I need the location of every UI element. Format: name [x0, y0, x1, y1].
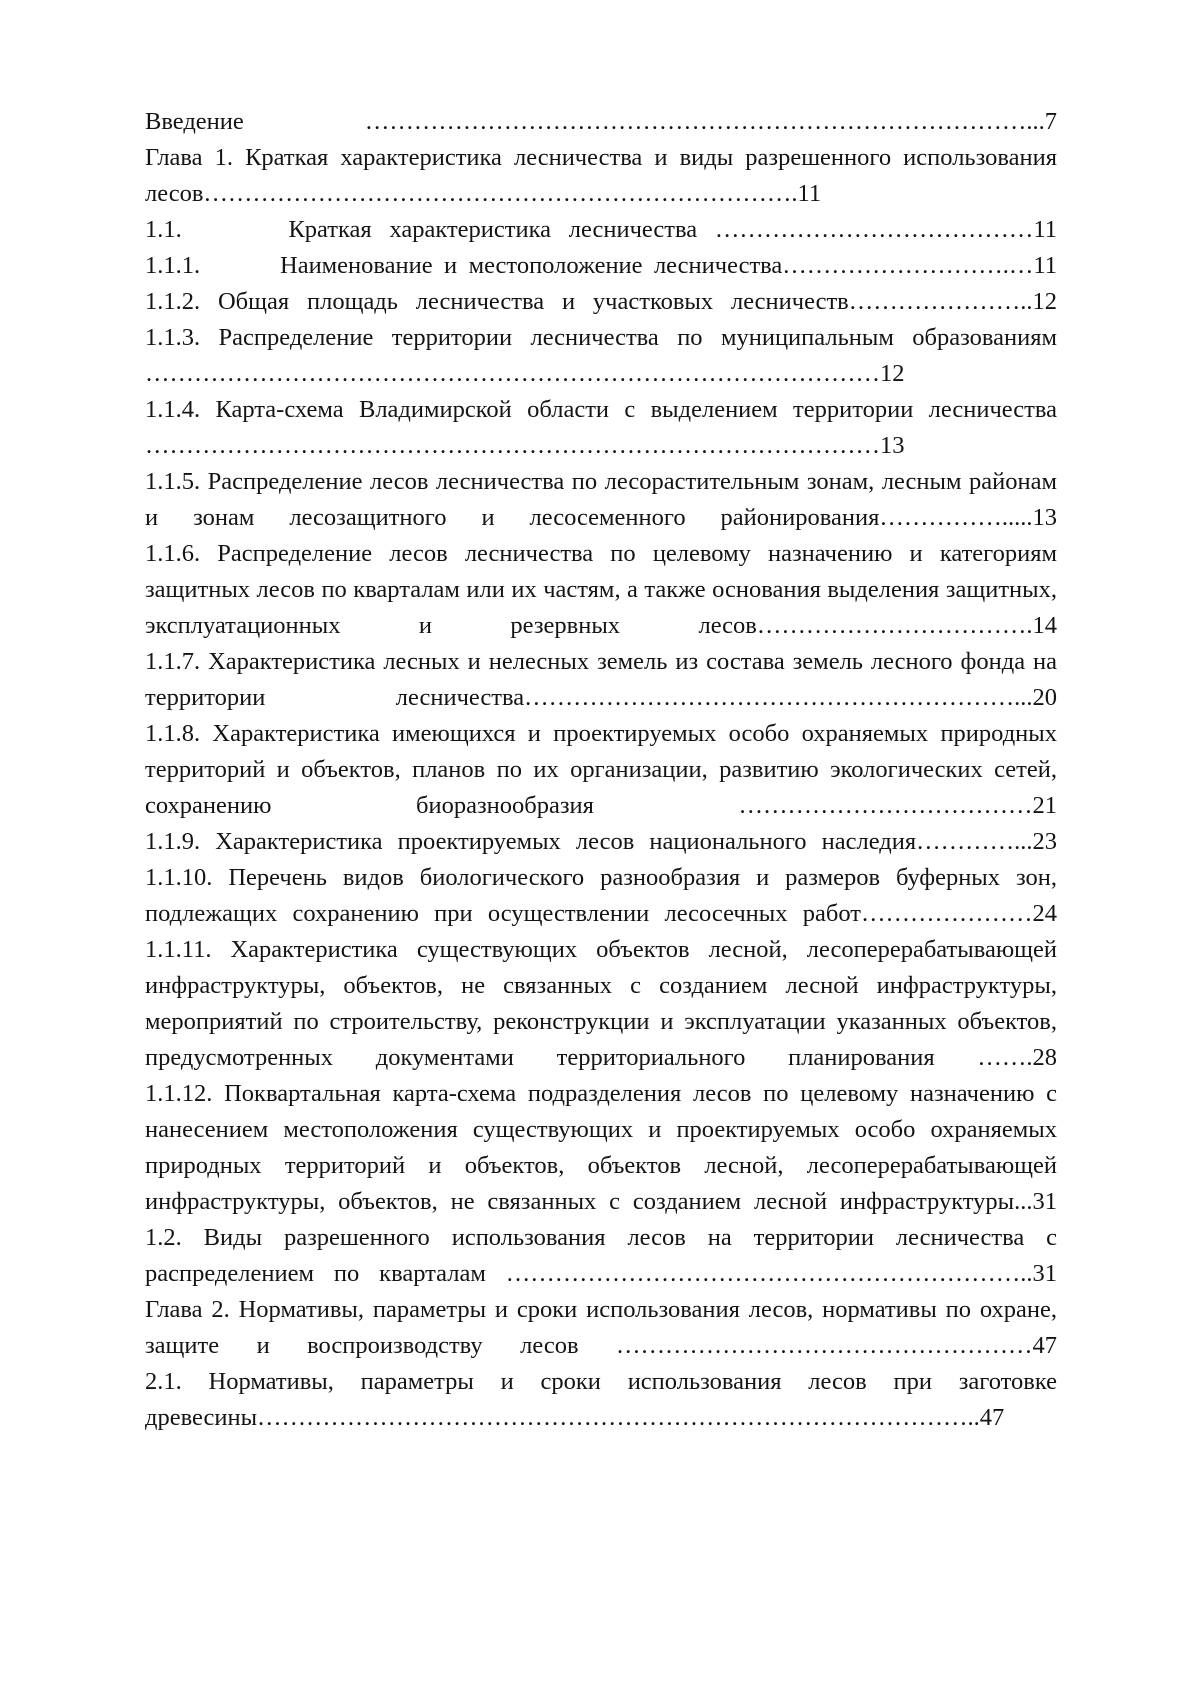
toc-entry-1-1-4[interactable]: 1.1.4. Карта-схема Владимирской области с выделением территории лесничества ………………………………………………………………………………13 — [145, 396, 1057, 459]
toc-entry-1-1-10[interactable]: 1.1.10. Перечень видов биологического разнообразия и размеров буферных зон, подлежащих сохранению при осуществлении лесосечных работ…………………24 — [145, 864, 1057, 927]
toc-entry-1-1-8[interactable]: 1.1.8. Характеристика имеющихся и проектируемых особо охраняемых природных территорий и объектов, планов по их организации, развитию экологических сетей, сохранению биоразнообразия ………………………………21 — [145, 720, 1057, 819]
toc-entry-intro[interactable]: Введение ………………………………………………………………………...7 — [145, 108, 1057, 135]
toc-entry-1-1-7[interactable]: 1.1.7. Характеристика лесных и нелесных земель из состава земель лесного фонда на территории лесничества……………………………………………………...20 — [145, 648, 1057, 711]
toc-entry-1-2[interactable]: 1.2. Виды разрешенного использования лесов на территории лесничества с распределением по кварталам ………………………………………………………..31 — [145, 1224, 1057, 1287]
toc-entry-1-1-6[interactable]: 1.1.6. Распределение лесов лесничества по целевому назначению и категориям защитных лесов по кварталам или их частям, а также основания выделения защитных, эксплуатационных и резервных лесов…………………………….14 — [145, 540, 1057, 639]
toc-entry-1-1-12[interactable]: 1.1.12. Поквартальная карта-схема подразделения лесов по целевому назначению с нанесением местоположения существующих и проектируемых особо охраняемых природных территорий и объектов, объектов лесной, лесоперерабатывающей инфраструктуры, объектов, не связанных с созданием лесной инфраструктуры...31 — [145, 1080, 1057, 1215]
toc-entry-1-1-3[interactable]: 1.1.3. Распределение территории лесничества по муниципальным образованиям ………………………………………………………………………………12 — [145, 324, 1057, 387]
toc-entry-1-1-11[interactable]: 1.1.11. Характеристика существующих объектов лесной, лесоперерабатывающей инфраструктуры, объектов, не связанных с созданием лесной инфраструктуры, мероприятий по строительству, реконструкции и эксплуатации указанных объектов, предусмотренных документами территориального планирования …….28 — [145, 936, 1057, 1071]
table-of-contents — [145, 104, 1057, 1436]
toc-entry-2-1[interactable]: 2.1. Нормативы, параметры и сроки использования лесов при заготовке древесины……………………………………………………………………………..47 — [145, 1368, 1057, 1431]
toc-entry-chapter-2[interactable]: Глава 2. Нормативы, параметры и сроки использования лесов, нормативы по охране, защите и воспроизводству лесов ……………………………………………47 — [145, 1296, 1057, 1359]
toc-entry-1-1[interactable]: 1.1. Краткая характеристика лесничества …………………………………11 — [145, 216, 1057, 243]
toc-entry-1-1-1[interactable]: 1.1.1. Наименование и местоположение лесничества……………………….…11 — [145, 252, 1057, 279]
toc-entry-1-1-5[interactable]: 1.1.5. Распределение лесов лесничества по лесорастительным зонам, лесным районам и зонам лесозащитного и лесосеменного районирования…………….....13 — [145, 468, 1057, 531]
toc-entry-chapter-1[interactable]: Глава 1. Краткая характеристика лесничества и виды разрешенного использования лесов……………………………………………………………….11 — [145, 144, 1057, 207]
toc-entry-1-1-9[interactable]: 1.1.9. Характеристика проектируемых лесов национального наследия…………...23 — [145, 828, 1057, 855]
toc-entry-1-1-2[interactable]: 1.1.2. Общая площадь лесничества и участковых лесничеств…………………..12 — [145, 288, 1057, 315]
